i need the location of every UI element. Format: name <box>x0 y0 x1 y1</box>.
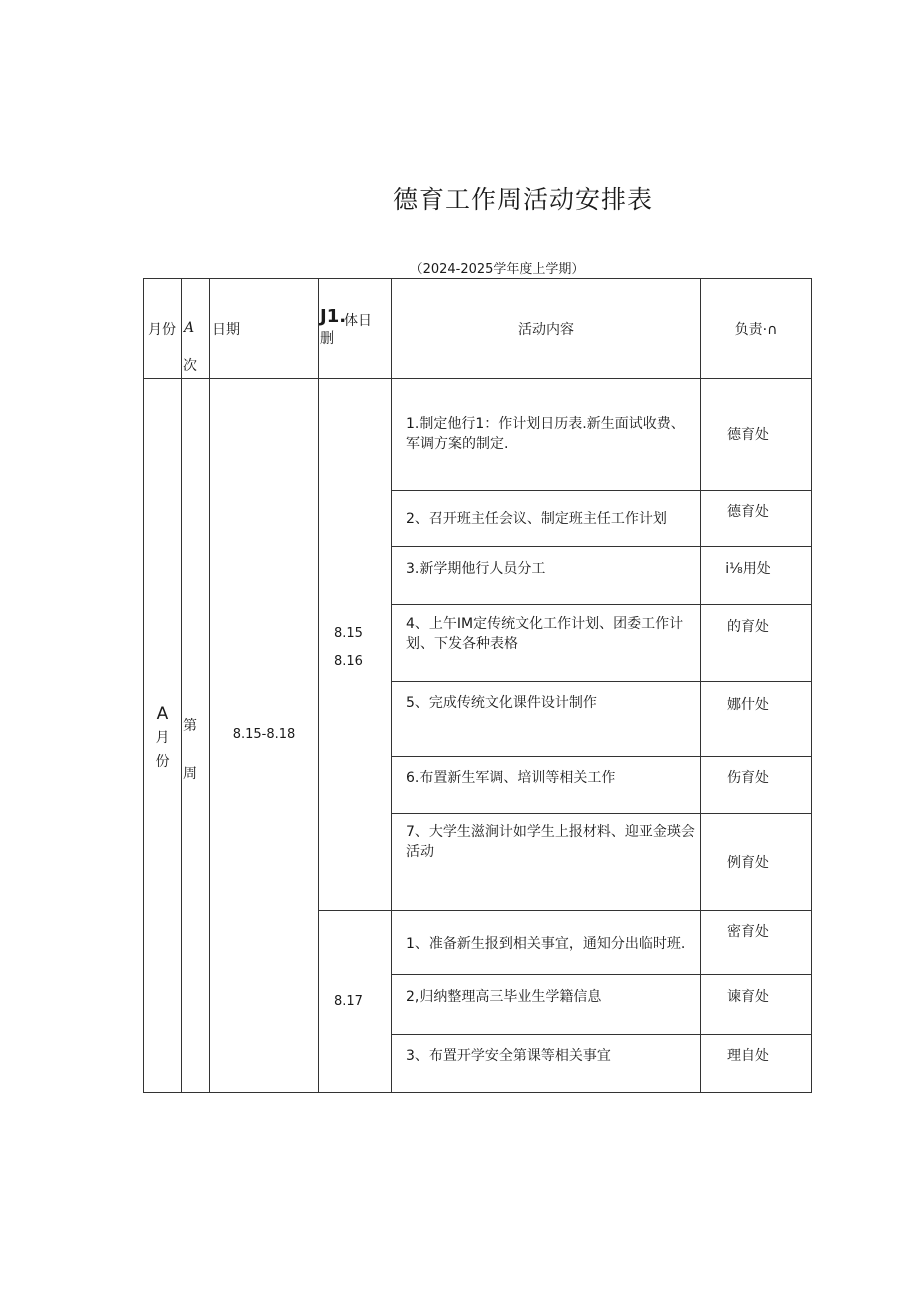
row-divider <box>392 1034 812 1035</box>
date-range-cell: 8.15-8.18 <box>232 727 296 742</box>
header-date: 日期 <box>212 322 240 338</box>
page-subtitle: （2024-2025学年度上学期） <box>409 262 585 277</box>
month-cell <box>144 702 181 774</box>
row-divider <box>392 490 812 491</box>
week-cell <box>183 702 197 798</box>
column-divider <box>209 278 210 1093</box>
activity-owner: 娜什处 <box>727 697 769 713</box>
day-cell <box>334 620 363 676</box>
day-line: 8.16 <box>334 654 363 669</box>
table-border-bottom <box>143 1092 812 1093</box>
month-line: 份 <box>155 754 170 770</box>
header-detail-mid: 体日 <box>344 313 372 329</box>
activity-content: 5、完成传统文化课件设计制作 <box>406 695 597 711</box>
month-line: 月 <box>155 730 170 746</box>
activity-content: 1.制定他行1：作计划日历表.新生面试收费、军调方案的制定. <box>406 416 685 452</box>
column-divider <box>391 278 392 1093</box>
activity-owner: 例育处 <box>727 855 769 871</box>
table-border-right <box>811 278 812 1093</box>
row-divider <box>392 546 812 547</box>
row-divider <box>392 813 812 814</box>
header-content: 活动内容 <box>518 322 574 338</box>
header-owner: 负责·∩ <box>734 322 778 338</box>
activity-content: 2、召开班主任会议、制定班主任工作计划 <box>406 511 667 527</box>
activity-content: 3.新学期他行人员分工 <box>406 561 546 577</box>
month-line: A <box>156 704 169 724</box>
page-title: 德育工作周活动安排表 <box>392 185 653 214</box>
row-divider <box>392 681 812 682</box>
header-week-bottom: 次 <box>183 358 197 374</box>
day-group-divider <box>318 910 812 911</box>
column-divider <box>700 278 701 1093</box>
activity-content: 1、准备新生报到相关事宜，通知分出临时班. <box>406 936 686 952</box>
activity-content: 7、大学生滋涧计如学生上报材料、迎亚金瑛会活动 <box>406 824 695 860</box>
activity-owner: 密育处 <box>727 924 769 940</box>
activity-owner: 谏育处 <box>727 989 769 1005</box>
header-detail-bottom: 删 <box>320 331 334 347</box>
activity-content: 3、布置开学安全第课等相关事宜 <box>406 1048 611 1064</box>
week-line: 第 <box>183 718 197 734</box>
activity-owner: 伤育处 <box>727 770 769 786</box>
activity-owner: 的育处 <box>727 619 769 635</box>
day-cell: 8.17 <box>334 994 363 1009</box>
activity-owner: 理自处 <box>727 1048 769 1064</box>
activity-owner: i⅛用处 <box>725 561 771 577</box>
header-divider <box>143 378 812 379</box>
table-border-top <box>143 278 812 279</box>
row-divider <box>392 974 812 975</box>
column-divider <box>318 278 319 1093</box>
header-detail-top: J1. <box>320 306 347 327</box>
day-line: 8.15 <box>334 626 363 641</box>
activity-content: 2,归纳整理高三毕业生学籍信息 <box>406 989 602 1005</box>
row-divider <box>392 604 812 605</box>
activity-owner: 德育处 <box>727 504 769 520</box>
row-divider <box>392 756 812 757</box>
activity-owner: 德育处 <box>727 427 769 443</box>
activity-content: 4、上午IM定传统文化工作计划、团委工作计划、下发各种表格 <box>406 616 684 652</box>
activity-content: 6.布置新生军调、培训等相关工作 <box>406 770 616 786</box>
table-border-left <box>143 278 144 1093</box>
header-month: 月份 <box>148 322 176 338</box>
header-week-top: A <box>184 320 195 336</box>
week-line: 周 <box>183 766 197 782</box>
column-divider <box>181 278 182 1093</box>
